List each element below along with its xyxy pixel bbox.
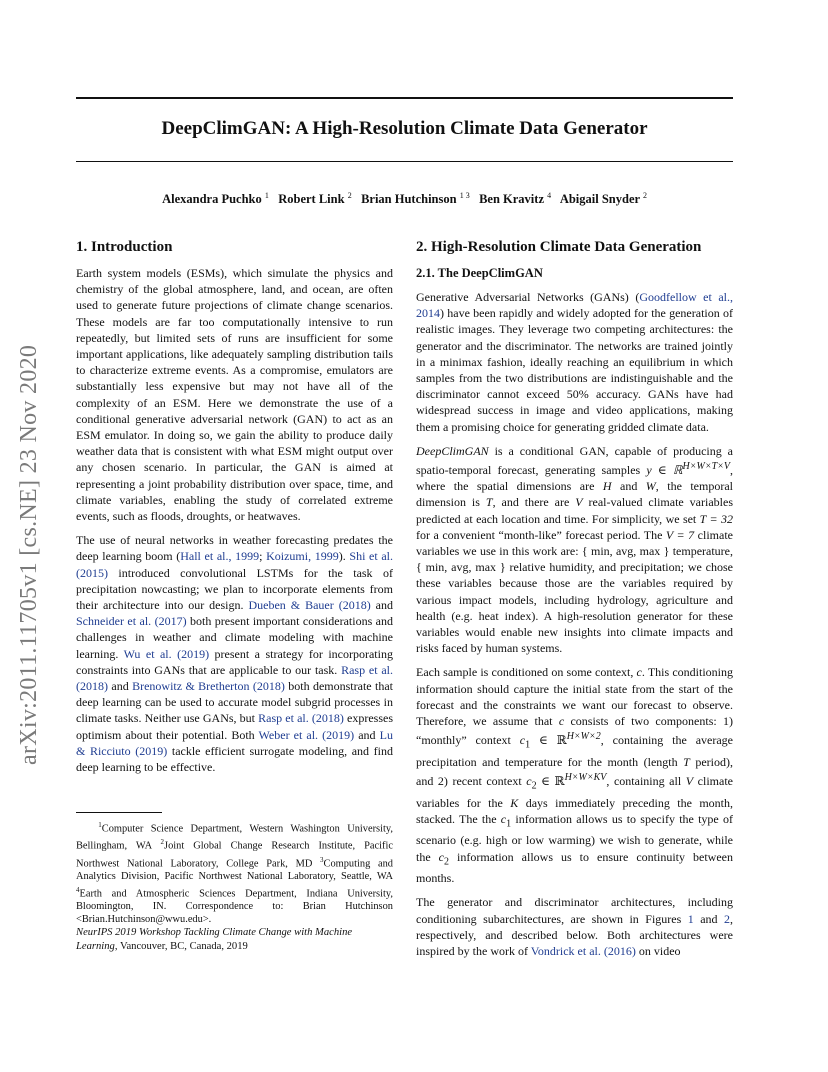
text-run: both demonstrate that deep learning can be used to accurate model subgrid processes in climate tasks. Neither use GANs, but	[76, 679, 393, 726]
author-affiliation: 1	[264, 191, 269, 200]
text-run: consists of two components: 1) “monthly” context	[416, 714, 733, 748]
footnote-text: Computing and Analytics Division, Pacific Northwest National Laboratory, Seattle, WA	[76, 858, 393, 883]
math-inline: c	[558, 714, 565, 729]
text-run: both present important considerations and challenges in weather and climate modeling with machine learning.	[76, 614, 393, 661]
author-name: Robert Link	[278, 192, 345, 207]
text-run: , respectively, and described below. Both architectures were inspired by the work of	[416, 911, 733, 959]
citation-link[interactable]: Shi et al. (2015)	[76, 549, 393, 580]
text-run: and	[611, 479, 646, 494]
figure-link[interactable]: 1	[687, 911, 694, 926]
venue-name: NeurIPS 2019 Workshop Tackling Climate Change with Machine Learning	[76, 927, 353, 952]
author-list	[76, 191, 733, 207]
venue-location: , Vancouver, BC, Canada, 2019	[114, 940, 248, 952]
text-run: information allows us to ensure continuity between months.	[416, 849, 733, 886]
math-inline: c	[438, 849, 444, 864]
title-bottom-rule	[76, 161, 733, 162]
math-inline: T	[683, 754, 690, 769]
author-affiliation: 2	[347, 191, 352, 200]
math-inline: c	[519, 733, 526, 748]
venue-note	[76, 926, 393, 953]
author-name: Ben Kravitz	[479, 192, 544, 207]
author-affiliation: 1 3	[459, 191, 470, 200]
footnote-marker: 1	[98, 821, 102, 829]
citation-link[interactable]: Koizumi, 1999	[266, 549, 339, 564]
math-superscript: H×W×T×V	[682, 461, 730, 473]
text-run: real-valued climate variables predicted at each location and time. For simplicity, we set	[416, 495, 733, 526]
arxiv-stamp: arXiv:2011.11705v1 [cs.NE] 23 Nov 2020	[16, 344, 42, 765]
author-affiliation: 4	[547, 191, 552, 200]
text-run: and	[693, 911, 724, 926]
footnote-marker: 2	[160, 838, 165, 847]
text-run: Each sample is conditioned on some context,	[416, 665, 637, 680]
citation-link[interactable]: Schneider et al. (2017)	[76, 614, 187, 629]
section-heading-introduction: 1. Introduction	[76, 239, 173, 255]
text-run: , containing the average precipitation and temperature for the month (length	[416, 733, 733, 769]
math-inline: ∈ ℝ	[536, 774, 565, 789]
text-run: The use of neural networks in weather forecasting predates the deep learning boom (	[76, 533, 393, 564]
citation-link[interactable]: Vondrick et al. (2016)	[530, 944, 636, 959]
citation-link[interactable]: Hall et al., 1999	[180, 549, 260, 564]
citation-link[interactable]: Rasp et al. (2018)	[76, 662, 394, 694]
author-name: Alexandra Puchko	[162, 192, 262, 207]
author-name: Abigail Snyder	[559, 192, 640, 207]
citation-link[interactable]: Rasp et al. (2018)	[258, 711, 344, 726]
text-run: ) have been rapidly and widely adopted for the generation of realistic images. They leverage two competing architectures: the generator and the discriminator. The networks are trained jointly in a minimax fashion, ideally reaching an equilibrium in which samples from the two distributions are indistinguishable and the discriminator cannot exceed 50% accuracy. GANs have had widespread success in image and video applications, making them a promising choice for generating gridded climate data.	[416, 306, 733, 434]
gan-paragraph-2	[416, 443, 733, 657]
text-run: , where the spatial dimensions are	[416, 463, 733, 494]
left-column	[76, 238, 393, 783]
gan-paragraph-3	[416, 664, 733, 886]
math-inline: y ∈ ℝ	[646, 463, 683, 478]
text-run: ;	[259, 549, 267, 564]
footnote-rule	[76, 812, 162, 813]
text-run: tackle efficient surrogate modeling, and find deep learning to be effective.	[76, 743, 393, 775]
paper-title: DeepClimGAN: A High-Resolution Climate Data Generator	[161, 118, 648, 139]
text-run: and	[370, 598, 394, 613]
citation-link[interactable]: Wu et al. (2019)	[123, 646, 210, 661]
text-run: , and there are	[492, 495, 576, 510]
citation-link[interactable]: Weber et al. (2019)	[258, 727, 355, 742]
math-inline: c	[526, 774, 532, 789]
top-rule	[76, 97, 733, 99]
author-name: Brian Hutchinson	[361, 192, 457, 207]
text-run: period), and 2) recent context	[416, 754, 733, 789]
text-run: is a conditional GAN, capable of producing a spatio-temporal forecast, generating samples	[416, 443, 733, 478]
math-subscript: 1	[506, 818, 512, 830]
text-run: , containing all	[606, 774, 686, 789]
math-superscript: H×W×KV	[564, 772, 607, 784]
text-run: . This conditioning information should capture the initial state from the start of the forecast and the constraints we want our forecast to observe. Therefore, we assume that	[416, 665, 734, 729]
footnote-text: Earth and Atmospheric Sciences Department, Indiana University, Bloomington, IN. Correspondence to: Brian Hutchinson <Brian.Hutchinson@wwu.edu>.	[76, 888, 393, 926]
math-inline: W	[645, 479, 656, 494]
text-run: and	[108, 679, 133, 694]
citation-link[interactable]: Goodfellow et al., 2014	[416, 290, 733, 321]
affiliation-footnote	[76, 812, 393, 927]
text-run: The generator and discriminator architectures, including conditioning subarchitectures, are shown in Figures	[416, 895, 733, 926]
math-inline: V	[575, 495, 583, 510]
math-inline: V	[685, 774, 694, 789]
text-run: days immediately preceding the month, stacked. The the	[416, 795, 733, 826]
citation-link[interactable]: Brenowitz & Bretherton (2018)	[132, 679, 285, 694]
math-inline: H	[602, 479, 612, 494]
gan-paragraph-4	[416, 894, 733, 959]
math-inline: T	[485, 495, 493, 510]
text-run: climate variables we use in this work are: { min, avg, max } temperature, { min, avg, max } relative humidity, and precipitation; we chose these variables because those are the variables required by various impact models, including hydrology, agriculture and health (e.g. heat index). A high-resolution generator for these variables would enable new insights into climate impacts and risks faced by human systems.	[416, 527, 733, 656]
text-run: climate variables for the	[416, 774, 733, 810]
citation-link[interactable]: Lu & Ricciuto (2019)	[76, 727, 393, 758]
text-run: , the temporal dimension is	[416, 479, 733, 510]
text-run: present a strategy for incorporating constraints into GANs that are applicable to our task.	[76, 646, 393, 677]
footnote-marker: 4	[76, 886, 80, 895]
text-run: on video	[635, 944, 681, 959]
footnote-marker: 3	[320, 855, 324, 864]
math-inline: c	[636, 665, 642, 680]
math-superscript: H×W×2	[566, 731, 601, 743]
math-inline: c	[500, 811, 507, 826]
intro-paragraph-2	[76, 532, 393, 775]
text-run: ).	[338, 549, 350, 564]
text-run: Generative Adversarial Networks (GANs) (	[416, 290, 640, 304]
math-inline: T = 32	[699, 511, 733, 526]
math-subscript: 2	[531, 780, 537, 792]
gan-paragraph-1	[416, 289, 733, 435]
citation-link[interactable]: Dueben & Bauer (2018)	[248, 598, 371, 613]
footnote-text: Computer Science Department, Western Washington University, Bellingham, WA	[76, 823, 393, 852]
math-inline: ∈ ℝ	[530, 733, 567, 748]
right-column	[416, 238, 733, 967]
text-run: expresses optimism about their potential. Both	[76, 711, 393, 742]
math-inline: K	[510, 795, 519, 810]
model-name: DeepClimGAN	[416, 443, 489, 458]
figure-link[interactable]: 2	[724, 911, 730, 926]
math-subscript: 1	[525, 739, 531, 751]
text-run: and	[354, 727, 380, 742]
subsection-heading-deepclimgan: 2.1. The DeepClimGAN	[416, 266, 543, 280]
text-run: for a convenient “month-like” forecast period. The	[416, 527, 666, 542]
author-affiliation: 2	[642, 191, 647, 200]
intro-paragraph-1: Earth system models (ESMs), which simulate the physics and chemistry of the global atmosphere, land, and ocean, are often used to generate future projections of climate change scenarios. These models are far too computationally intensive to run repeatedly, but limited sets of runs are insufficient for some important applications, like adequately sampling distribution tails to characterize extreme events. As a compromise, emulators are substantially less expensive but may not have all of the complexity of an ESM. Here we demonstrate the use of a conditional generative adversarial network (GAN) to act as an ESM emulator. In doing so, we gain the ability to produce daily weather data that is consistent with what ESM might output over any chosen scenario. In particular, the GAN is aimed at representing a joint probability distribution over space, time, and climate variables, enabling the study of correlated extreme events, such as floods, droughts, or heatwaves.	[76, 266, 393, 524]
text-run: introduced convolutional LSTMs for the task of precipitation nowcasting; we plan to incorporate elements from their architecture into our design.	[76, 565, 393, 613]
section-heading-generation: 2. High-Resolution Climate Data Generation	[416, 239, 702, 255]
math-inline: V = 7	[665, 527, 695, 542]
footnote-text: Joint Global Change Research Institute, Pacific Northwest National Laboratory, College Park, MD	[76, 840, 393, 870]
math-subscript: 2	[444, 856, 449, 868]
text-run: information allows us to specify the type of scenario (e.g. high or low warming) we wish to generate, while the	[416, 811, 733, 864]
